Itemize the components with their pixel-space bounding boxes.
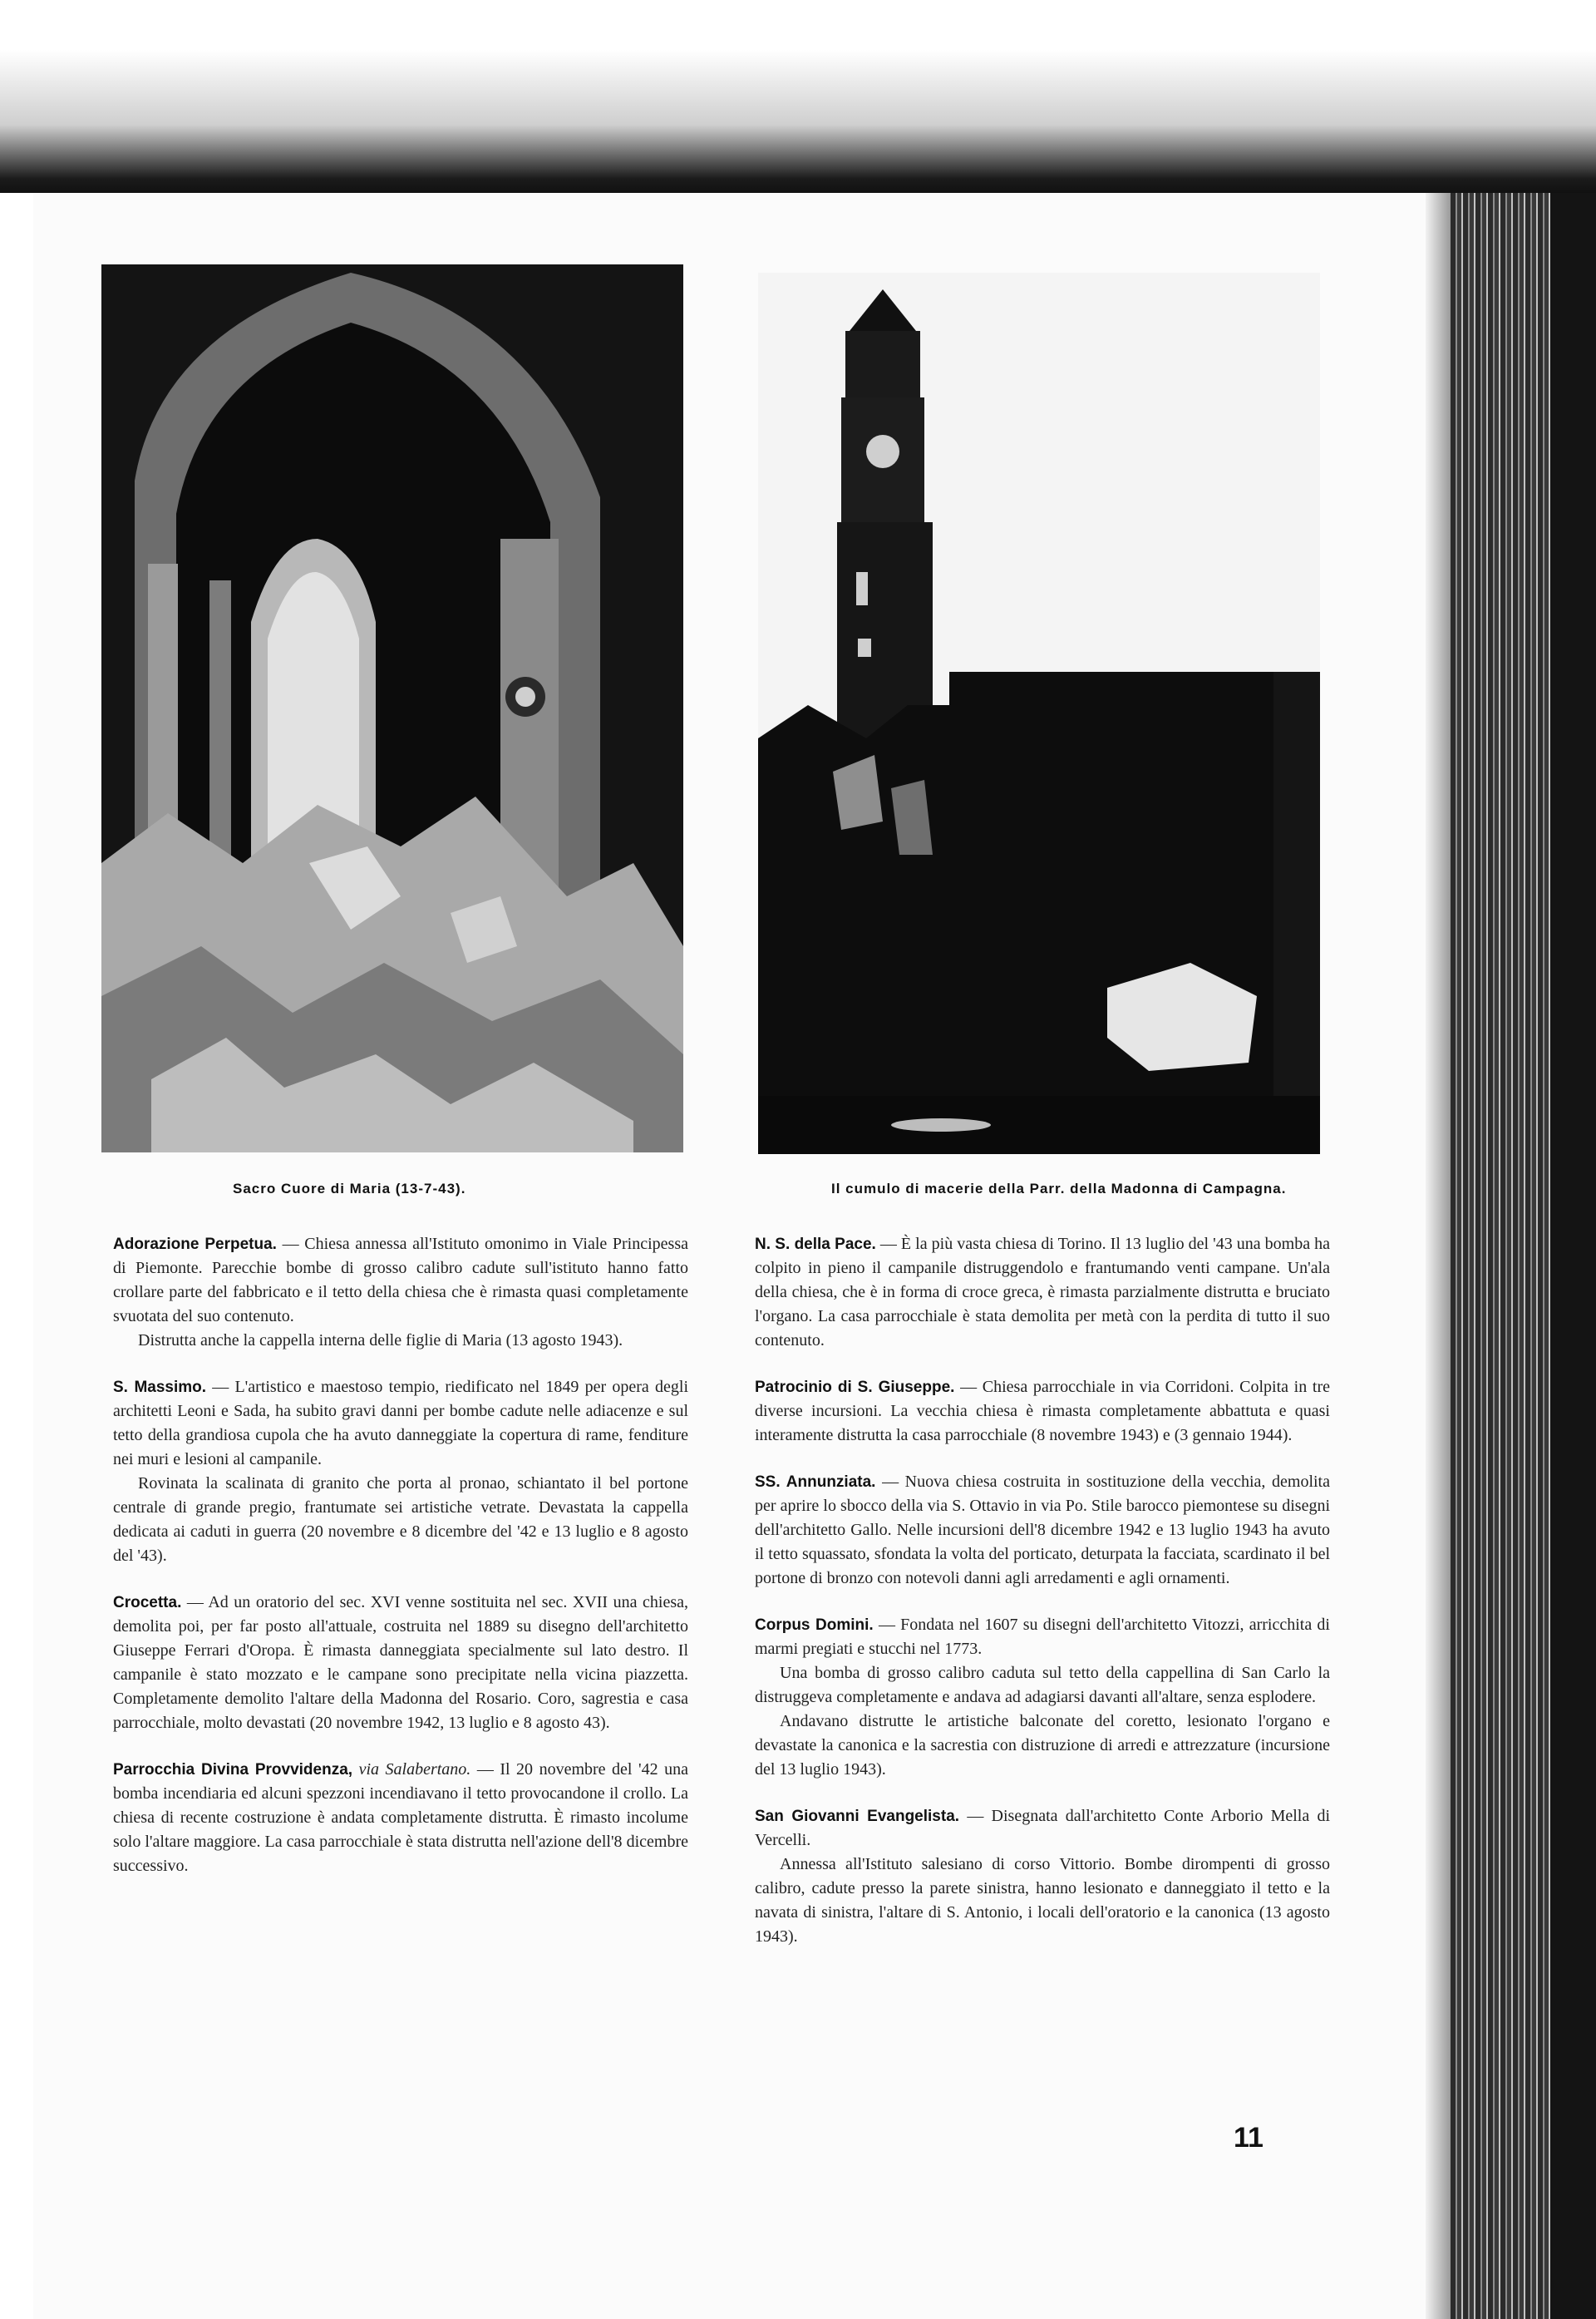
page-number: 11 bbox=[1234, 2122, 1264, 2154]
right-text-column bbox=[755, 1232, 1330, 1971]
entry-title: Crocetta. bbox=[113, 1594, 182, 1611]
entry-title: N. S. della Pace. bbox=[755, 1236, 876, 1253]
entry-paragraph: Distrutta anche la cappella interna delle figlie di Maria (13 agosto 1943). bbox=[138, 1331, 623, 1349]
entry-title: Patrocinio di S. Giuseppe. bbox=[755, 1379, 955, 1396]
entry-ns-della-pace bbox=[755, 1232, 1330, 1353]
entry-s-massimo bbox=[113, 1375, 688, 1568]
entry-title: San Giovanni Evangelista. bbox=[755, 1808, 960, 1825]
entry-paragraph bbox=[113, 1591, 688, 1735]
entry-paragraph bbox=[113, 1232, 688, 1329]
entry-title: Parrocchia Divina Provvidenza, bbox=[113, 1761, 353, 1779]
photo-sacro-cuore-ruins bbox=[101, 264, 683, 1152]
entry-title: SS. Annunziata. bbox=[755, 1473, 876, 1491]
scan-border bbox=[0, 0, 1596, 193]
entry-adorazione-perpetua bbox=[113, 1232, 688, 1353]
entry-title: S. Massimo. bbox=[113, 1379, 207, 1396]
photo-caption-right: Il cumulo di macerie della Parr. della Madonna di Campagna. bbox=[831, 1181, 1287, 1197]
entry-paragraph bbox=[755, 1804, 1330, 1853]
photo-madonna-di-campagna-rubble bbox=[758, 273, 1320, 1154]
entry-title: Corpus Domini. bbox=[755, 1616, 874, 1634]
entry-san-giovanni-evangelista bbox=[755, 1804, 1330, 1949]
entry-title: Adorazione Perpetua. bbox=[113, 1236, 277, 1253]
entry-text: — Nuova chiesa costruita in sostituzione della vecchia, demolita per aprire lo sbocco della via S. Ottavio in via Po. Stile barocco piemontese su disegni dell'architetto Gallo. Nelle incursioni dell'8 dicembre 1942 e 13 luglio 1943 ha avuto il tetto squassato, sfondata la volta del porticato, deturpata la facciata, scardinato il bel portone di bronzo con notevoli danni agli arredamenti e agli ornamenti. bbox=[755, 1473, 1330, 1587]
entry-text: — L'artistico e maestoso tempio, riedificato nel 1849 per opera degli architetti Leoni e Sada, ha subito gravi danni per bombe cadute nelle adiacenze e sul tetto della grandiosa cupola che ha avuto danneggiate la copertura di rame, fenditure nei muri e lesioni al campanile. bbox=[113, 1378, 689, 1468]
entry-paragraph: Rovinata la scalinata di granito che porta al pronao, schiantato il bel portone centrale di grande pregio, frantumate sei artistiche vetrate. Devastata la cappella dedicata ai caduti in guerra (20 novembre e 8 dicembre del '42 e 13 luglio e 8 agosto del '43). bbox=[113, 1474, 688, 1565]
entry-paragraph bbox=[755, 1232, 1330, 1353]
entry-text: — Disegnata dall'architetto Conte Arborio Mella di Vercelli. bbox=[755, 1807, 1331, 1849]
entry-subtitle: via Salabertano. bbox=[358, 1760, 471, 1779]
entry-ss-annunziata bbox=[755, 1470, 1330, 1591]
entry-paragraph bbox=[113, 1375, 688, 1472]
entry-text: — Chiesa parrocchiale in via Corridoni. Colpita in tre diverse incursioni. La vecchia chiesa è rimasta completamente abbattuta e quasi interamente distrutta la casa parrocchiale (8 novembre 1943) e (3 gennaio 1944). bbox=[755, 1378, 1330, 1444]
entry-paragraph: Andavano distrutte le artistiche balconate del coretto, lesionato l'organo e devastate la canonica e la sacrestia con distruzione di arredi e attrezzature (incursione del 13 luglio 1943). bbox=[755, 1712, 1330, 1779]
entry-text: — Chiesa annessa all'Istituto omonimo in Viale Principessa di Piemonte. Parecchie bombe di grosso calibro cadute sull'istituto hanno fatto crollare parte del fabbricato e il tetto della chiesa che è rimasta quasi completamente svuotata del suo contenuto. bbox=[113, 1235, 688, 1325]
entry-divina-provvidenza bbox=[113, 1758, 688, 1878]
entry-paragraph bbox=[755, 1375, 1330, 1448]
entry-text: — Ad un oratorio del sec. XVI venne sostituita nel sec. XVII una chiesa, demolita poi, per far posto all'attuale, costruita nel 1889 su disegno dell'architetto Giuseppe Ferrari d'Oropa. È rimasta danneggiata specialmente sul lato destro. Il campanile è stato mozzato e le campane sono precipitate nella vicina piazzetta. Completamente demolito l'altare della Madonna del Rosario. Coro, sagrestia e casa parrocchiale, molto devastati (20 novembre 1942, 13 luglio e 8 agosto 43). bbox=[113, 1593, 689, 1732]
entry-paragraph bbox=[755, 1613, 1330, 1661]
left-text-column bbox=[113, 1232, 688, 1901]
entry-paragraph bbox=[113, 1758, 688, 1878]
entry-text: — Il 20 novembre del '42 una bomba incendiaria ed alcuni spezzoni incendiavano il tetto provocandone il crollo. La chiesa di recente costruzione è andata completamente distrutta. È rimasto incolume solo l'altare maggiore. La casa parrocchiale è stata distrutta nell'azione dell'8 dicembre successivo. bbox=[113, 1760, 688, 1875]
entry-paragraph bbox=[755, 1470, 1330, 1591]
entry-corpus-domini bbox=[755, 1613, 1330, 1782]
entry-text: — Fondata nel 1607 su disegni dell'architetto Vitozzi, arricchita di marmi pregiati e stucchi nel 1773. bbox=[755, 1616, 1330, 1658]
entry-text: — È la più vasta chiesa di Torino. Il 13 luglio del '43 una bomba ha colpito in pieno il campanile distruggendolo e frantumando venti campane. Un'ala della chiesa, che è in forma di croce greca, è rimasta parzialmente distrutta e bruciato l'organo. La casa parrocchiale è stata demolita per metà con la perdita di tutto il suo contenuto. bbox=[755, 1235, 1330, 1349]
photo-caption-left: Sacro Cuore di Maria (13-7-43). bbox=[233, 1181, 466, 1197]
entry-paragraph: Una bomba di grosso calibro caduta sul tetto della cappellina di San Carlo la distruggeva completamente e andava ad adagiarsi davanti all'altare, senza esplodere. bbox=[755, 1664, 1330, 1706]
book-page-edges bbox=[1426, 193, 1596, 2319]
entry-patrocinio-s-giuseppe bbox=[755, 1375, 1330, 1448]
entry-paragraph: Annessa all'Istituto salesiano di corso Vittorio. Bombe dirompenti di grosso calibro, cadute presso la parete sinistra, hanno lesionato e danneggiato il tetto e la navata di sinistra, l'altare di S. Antonio, i locali dell'oratorio e la canonica (13 agosto 1943). bbox=[755, 1855, 1330, 1946]
entry-crocetta bbox=[113, 1591, 688, 1735]
